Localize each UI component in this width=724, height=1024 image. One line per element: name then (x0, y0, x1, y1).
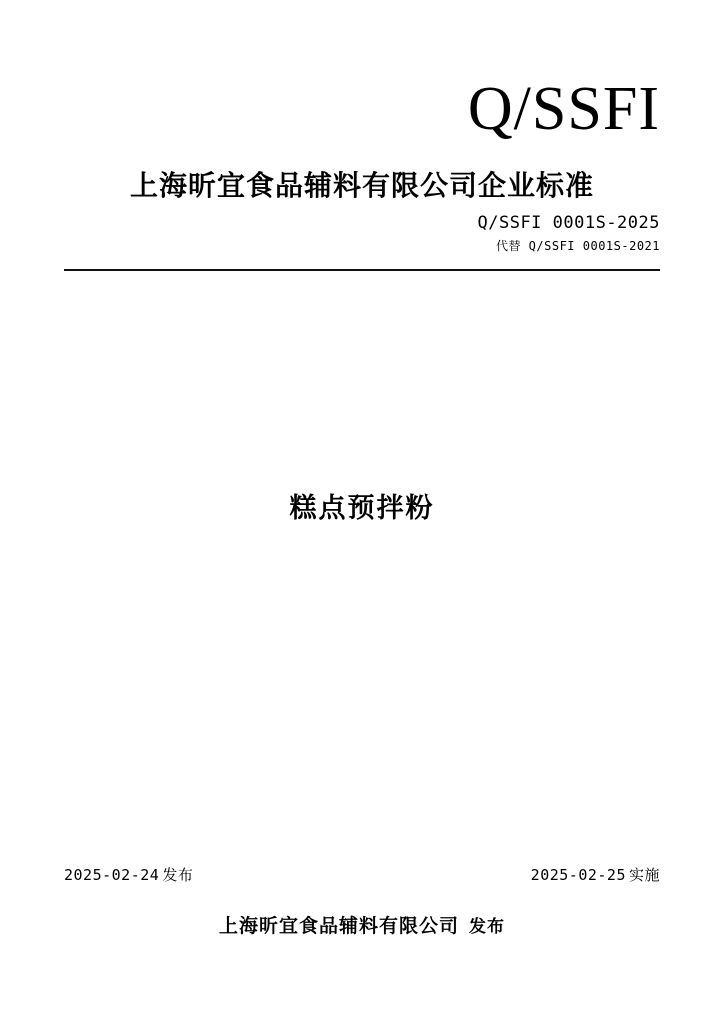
organization-standard-title: 上海昕宜食品辅料有限公司企业标准 (129, 169, 594, 202)
publisher-name: 上海昕宜食品辅料有限公司 (218, 915, 459, 937)
header-divider (64, 269, 660, 271)
standard-mark: Q/SSFI (467, 75, 660, 143)
cover-footer (64, 864, 660, 938)
issue-date-group (64, 864, 193, 885)
page-title: 糕点预拌粉 (289, 493, 435, 524)
standard-number-block (64, 212, 660, 255)
footer-date-row (64, 864, 660, 885)
issue-date: 2025-02-24 (64, 866, 160, 884)
publisher-suffix: 发布 (469, 917, 505, 937)
standard-number: Q/SSFI 0001S-2025 (477, 213, 660, 233)
replaces-note: 代替 Q/SSFI 0001S-2021 (495, 238, 660, 253)
implement-label: 实施 (628, 866, 660, 884)
issue-label: 发布 (162, 866, 194, 884)
implement-date-group (531, 864, 660, 885)
implement-date: 2025-02-25 (530, 866, 626, 884)
publisher-line (64, 911, 660, 938)
